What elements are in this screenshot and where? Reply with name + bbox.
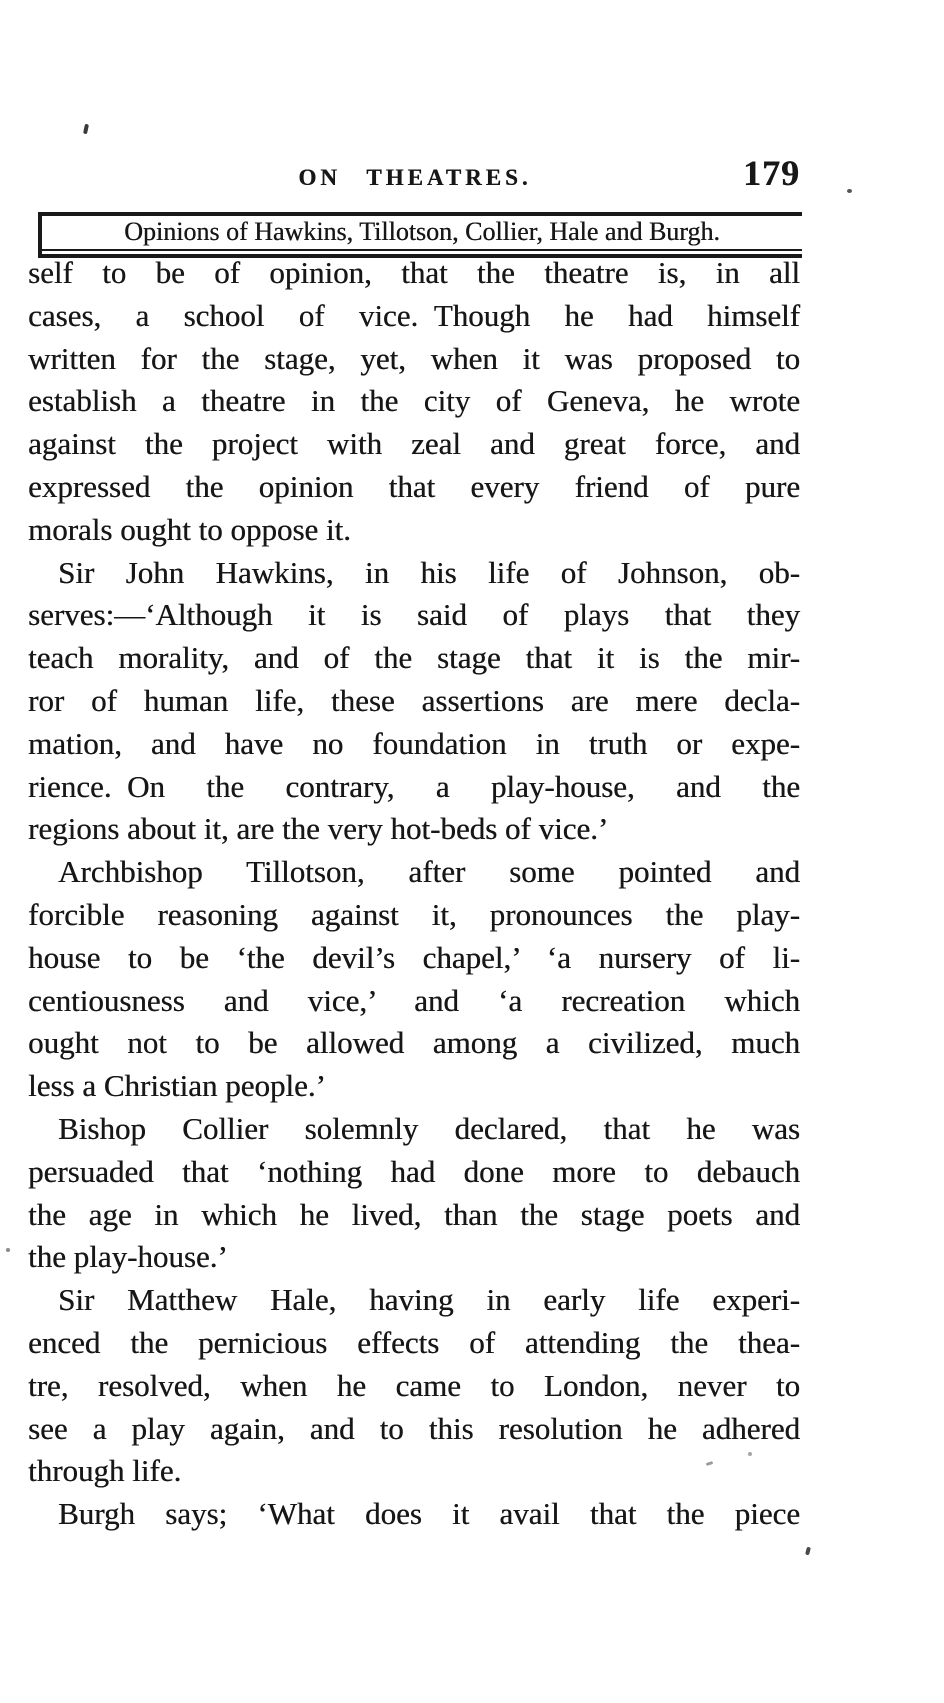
text-line: serves:—‘Although it is said of plays that they (28, 597, 800, 633)
text-line: expressed the opinion that every friend of pure (28, 468, 800, 504)
paragraph (28, 1279, 800, 1493)
text-line: Sir John Hawkins, in his life of Johnson, ob- (58, 554, 800, 590)
page-text (28, 252, 800, 1536)
scan-speck (6, 1248, 10, 1252)
scan-speck (847, 189, 852, 193)
text-line: the age in which he lived, than the stage poets and (28, 1196, 800, 1232)
text-line: cases, a school of vice. Though he had himself (28, 297, 800, 333)
text-line: regions about it, are the very hot-beds of vice.’ (28, 811, 609, 847)
paragraph (28, 1493, 800, 1536)
text-line: forcible reasoning against it, pronounces the play- (28, 896, 800, 932)
text-line: see a play again, and to this resolution he adhered (28, 1410, 800, 1446)
scan-speck (83, 124, 89, 135)
text-line: morals ought to oppose it. (28, 511, 351, 547)
text-line: teach morality, and of the stage that it is the mir- (28, 640, 800, 676)
paragraph (28, 552, 800, 852)
text-line: ror of human life, these assertions are mere decla- (28, 682, 800, 718)
text-line: less a Christian people.’ (28, 1068, 326, 1104)
text-line: centiousness and vice,’ and ‘a recreation which (28, 982, 800, 1018)
text-line: mation, and have no foundation in truth or expe- (28, 725, 800, 761)
text-line: Archbishop Tillotson, after some pointed and (58, 854, 800, 890)
text-line: ought not to be allowed among a civilized, much (28, 1025, 800, 1061)
text-line: Sir Matthew Hale, having in early life experi- (58, 1282, 800, 1318)
scan-speck (748, 1452, 752, 1456)
text-line: through life. (28, 1453, 182, 1489)
paragraph (28, 252, 800, 552)
scan-speck (805, 1547, 811, 1556)
text-line: persuaded that ‘nothing had done more to debauch (28, 1153, 800, 1189)
page-number: 179 (743, 153, 800, 193)
text-line: the play-house.’ (28, 1239, 228, 1275)
text-line: Burgh says; ‘What does it avail that the piece (58, 1496, 800, 1532)
text-line: house to be ‘the devil’s chapel,’ ‘a nursery of li- (28, 939, 800, 975)
page-header-title: ON THEATRES. (298, 165, 532, 190)
text-line: establish a theatre in the city of Geneva, he wrote (28, 383, 800, 419)
text-line: tre, resolved, when he came to London, never to (28, 1367, 800, 1403)
paragraph (28, 851, 800, 1108)
text-line: against the project with zeal and great force, and (28, 426, 800, 462)
text-line: self to be of opinion, that the theatre is, in all (28, 255, 800, 290)
running-head (30, 152, 800, 194)
section-heading: Opinions of Hawkins, Tillotson, Collier, Hale and Burgh. (124, 217, 720, 246)
text-line: Bishop Collier solemnly declared, that he was (58, 1110, 800, 1146)
text-line: written for the stage, yet, when it was proposed to (28, 340, 800, 376)
paragraph (28, 1108, 800, 1279)
text-line: enced the pernicious effects of attending the thea- (28, 1324, 800, 1360)
text-line: rience. On the contrary, a play-house, and the (28, 768, 800, 804)
